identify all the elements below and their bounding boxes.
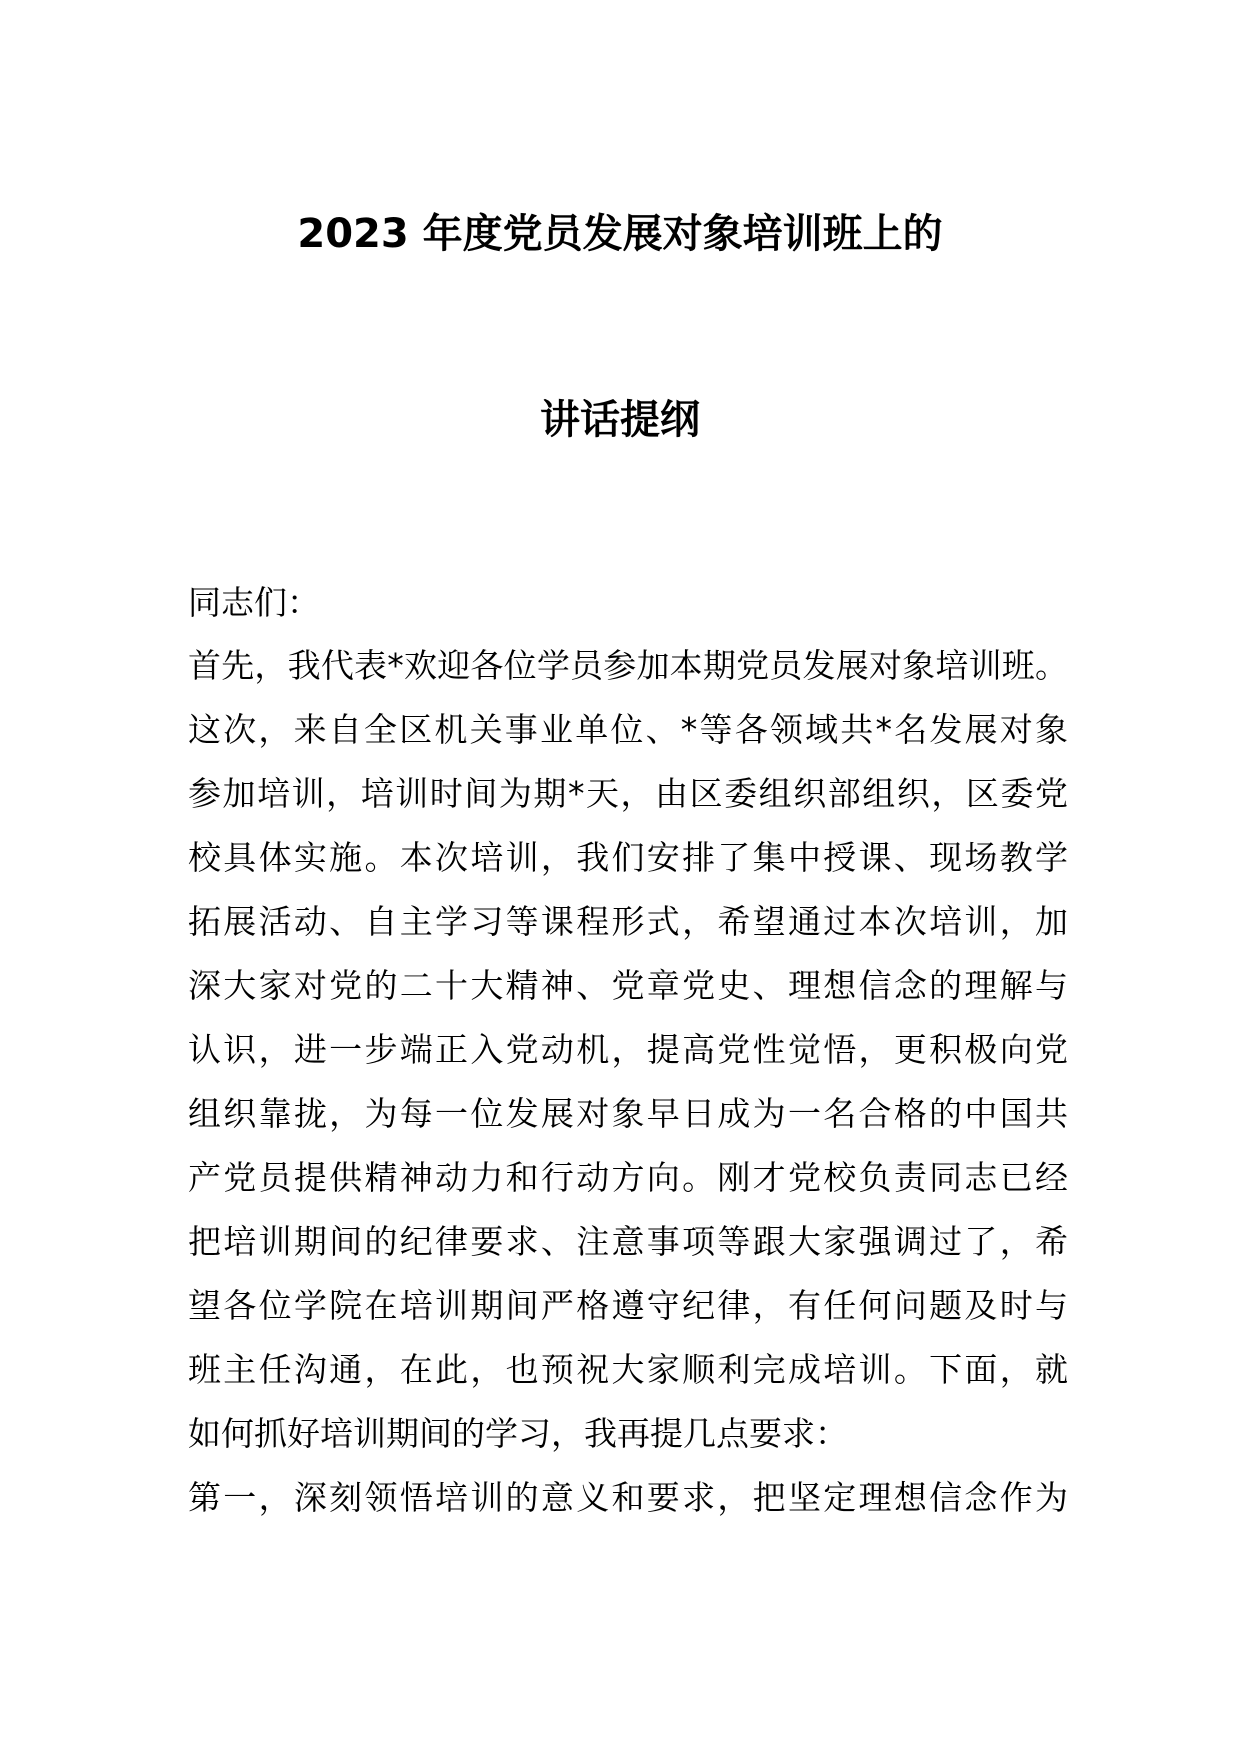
body-line-14: 第一，深刻领悟培训的意义和要求，把坚定理想信念作为 [188,1478,1068,1517]
body-line-2: 这次，来自全区机关事业单位、*等各领域共*名发展对象 [188,710,1068,749]
body-line-11: 望各位学院在培训期间严格遵守纪律，有任何问题及时与 [188,1286,1068,1325]
body-line-9: 产党员提供精神动力和行动方向。刚才党校负责同志已经 [188,1158,1068,1197]
body-line-8: 组织靠拢，为每一位发展对象早日成为一名合格的中国共 [188,1094,1068,1133]
body-line-1: 首先，我代表*欢迎各位学员参加本期党员发展对象培训班。 [188,646,1068,685]
body-line-4: 校具体实施。本次培训，我们安排了集中授课、现场教学 [188,838,1068,877]
body-line-5: 拓展活动、自主学习等课程形式，希望通过本次培训，加 [188,902,1068,941]
body-line-6: 深大家对党的二十大精神、党章党史、理想信念的理解与 [188,966,1068,1005]
body-line-7: 认识，进一步端正入党动机，提高党性觉悟，更积极向党 [188,1030,1068,1069]
document-title-line-1: 2023 年度党员发展对象培训班上的 [297,211,943,257]
body-line-12: 班主任沟通，在此，也预祝大家顺利完成培训。下面，就 [188,1350,1068,1389]
body-line-3: 参加培训，培训时间为期*天，由区委组织部组织，区委党 [188,774,1068,813]
document-title-line-2: 讲话提纲 [540,397,700,443]
body-line-10: 把培训期间的纪律要求、注意事项等跟大家强调过了，希 [188,1222,1068,1261]
body-line-13: 如何抓好培训期间的学习，我再提几点要求： [188,1414,848,1453]
salutation-line: 同志们： [188,583,320,622]
